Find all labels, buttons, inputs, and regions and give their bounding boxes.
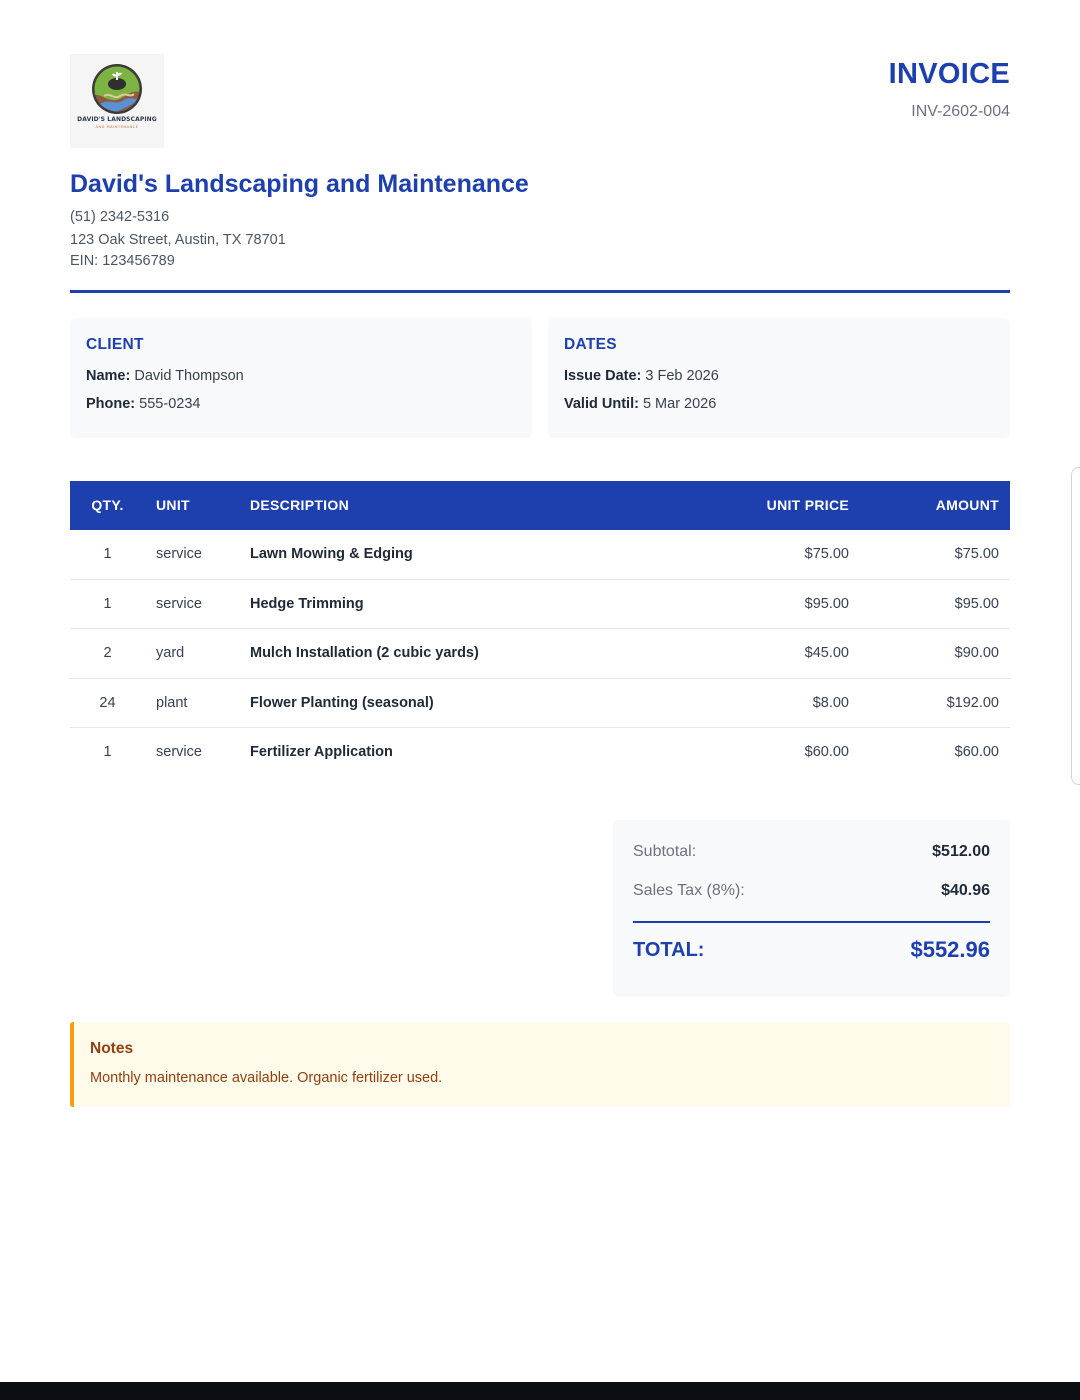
row-unit: service [156,546,202,562]
row-unit: service [156,595,202,612]
row-description: Fertilizer Application [250,744,393,761]
row-qty: 1 [103,595,112,612]
line-items-table [70,481,1010,778]
bottom-bar [0,1382,1080,1400]
client-panel [70,318,532,438]
header-qty: QTY. [91,497,124,513]
row-unit-price: $8.00 [812,694,849,711]
company-ein: EIN: 123456789 [70,253,175,269]
table-row [70,530,1010,580]
client-name-label: Name: [86,368,131,384]
tax-label: Sales Tax (8%): [633,882,745,899]
tax-value: $40.96 [941,882,990,899]
notes-text: Monthly maintenance available. Organic fertilizer used. [90,1070,443,1086]
landscape-logo-icon [90,62,144,116]
row-qty: 1 [103,744,112,761]
notes-title: Notes [90,1040,134,1057]
client-name-row [86,368,244,384]
row-description: Mulch Installation (2 cubic yards) [250,645,479,662]
dates-title: DATES [564,336,617,353]
logo-wordmark: DAVID'S LANDSCAPING [77,116,157,123]
table-row [70,629,1010,679]
company-address: 123 Oak Street, Austin, TX 78701 [70,232,286,248]
issue-date: 3 Feb 2026 [645,368,719,384]
issue-date-label: Issue Date: [564,368,642,384]
header-unit: UNIT [156,497,190,513]
table-row [70,580,1010,630]
subtotal-label: Subtotal: [633,843,697,860]
table-row [70,679,1010,729]
issue-date-row [564,368,719,384]
row-unit: service [156,744,202,761]
client-title: CLIENT [86,336,144,353]
row-qty: 1 [103,546,112,562]
client-phone-label: Phone: [86,396,136,412]
row-unit-price: $45.00 [804,645,849,662]
dates-panel [548,318,1010,438]
row-unit: yard [156,645,185,662]
header-divider [70,290,1010,293]
invoice-number: INV-2602-004 [911,103,1010,120]
valid-until-row [564,396,716,412]
total-value: $552.96 [910,937,990,962]
company-logo [70,54,164,148]
header-description: DESCRIPTION [250,497,349,513]
row-description: Lawn Mowing & Edging [250,546,413,562]
row-amount: $95.00 [954,595,999,612]
header-amount: AMOUNT [935,497,999,513]
notes-panel [70,1022,1010,1107]
client-name: David Thompson [134,368,244,384]
subtotal-value: $512.00 [932,843,990,860]
row-amount: $75.00 [954,546,999,562]
row-description: Hedge Trimming [250,595,364,612]
row-unit-price: $95.00 [804,595,849,612]
valid-until-label: Valid Until: [564,396,639,412]
row-unit-price: $75.00 [804,546,849,562]
row-unit: plant [156,694,188,711]
client-phone: 555-0234 [139,396,201,412]
row-qty: 2 [103,645,112,662]
valid-until: 5 Mar 2026 [642,396,717,412]
table-header [70,481,1010,530]
company-phone: (51) 2342-5316 [70,209,170,225]
side-panel-handle[interactable] [1071,467,1080,785]
table-row [70,728,1010,778]
totals-divider [633,921,990,923]
header-unit-price: UNIT PRICE [766,497,849,513]
row-amount: $60.00 [954,744,999,761]
row-qty: 24 [99,694,116,711]
client-phone-row [86,396,200,412]
totals-panel [613,820,1010,997]
row-amount: $90.00 [954,645,999,662]
row-unit-price: $60.00 [804,744,849,761]
row-amount: $192.00 [946,694,999,711]
logo-tagline: AND MAINTENANCE [95,125,139,129]
row-description: Flower Planting (seasonal) [250,694,434,711]
invoice-title: INVOICE [888,58,1010,90]
company-name: David's Landscaping and Maintenance [70,170,529,198]
total-label: TOTAL: [633,939,705,961]
